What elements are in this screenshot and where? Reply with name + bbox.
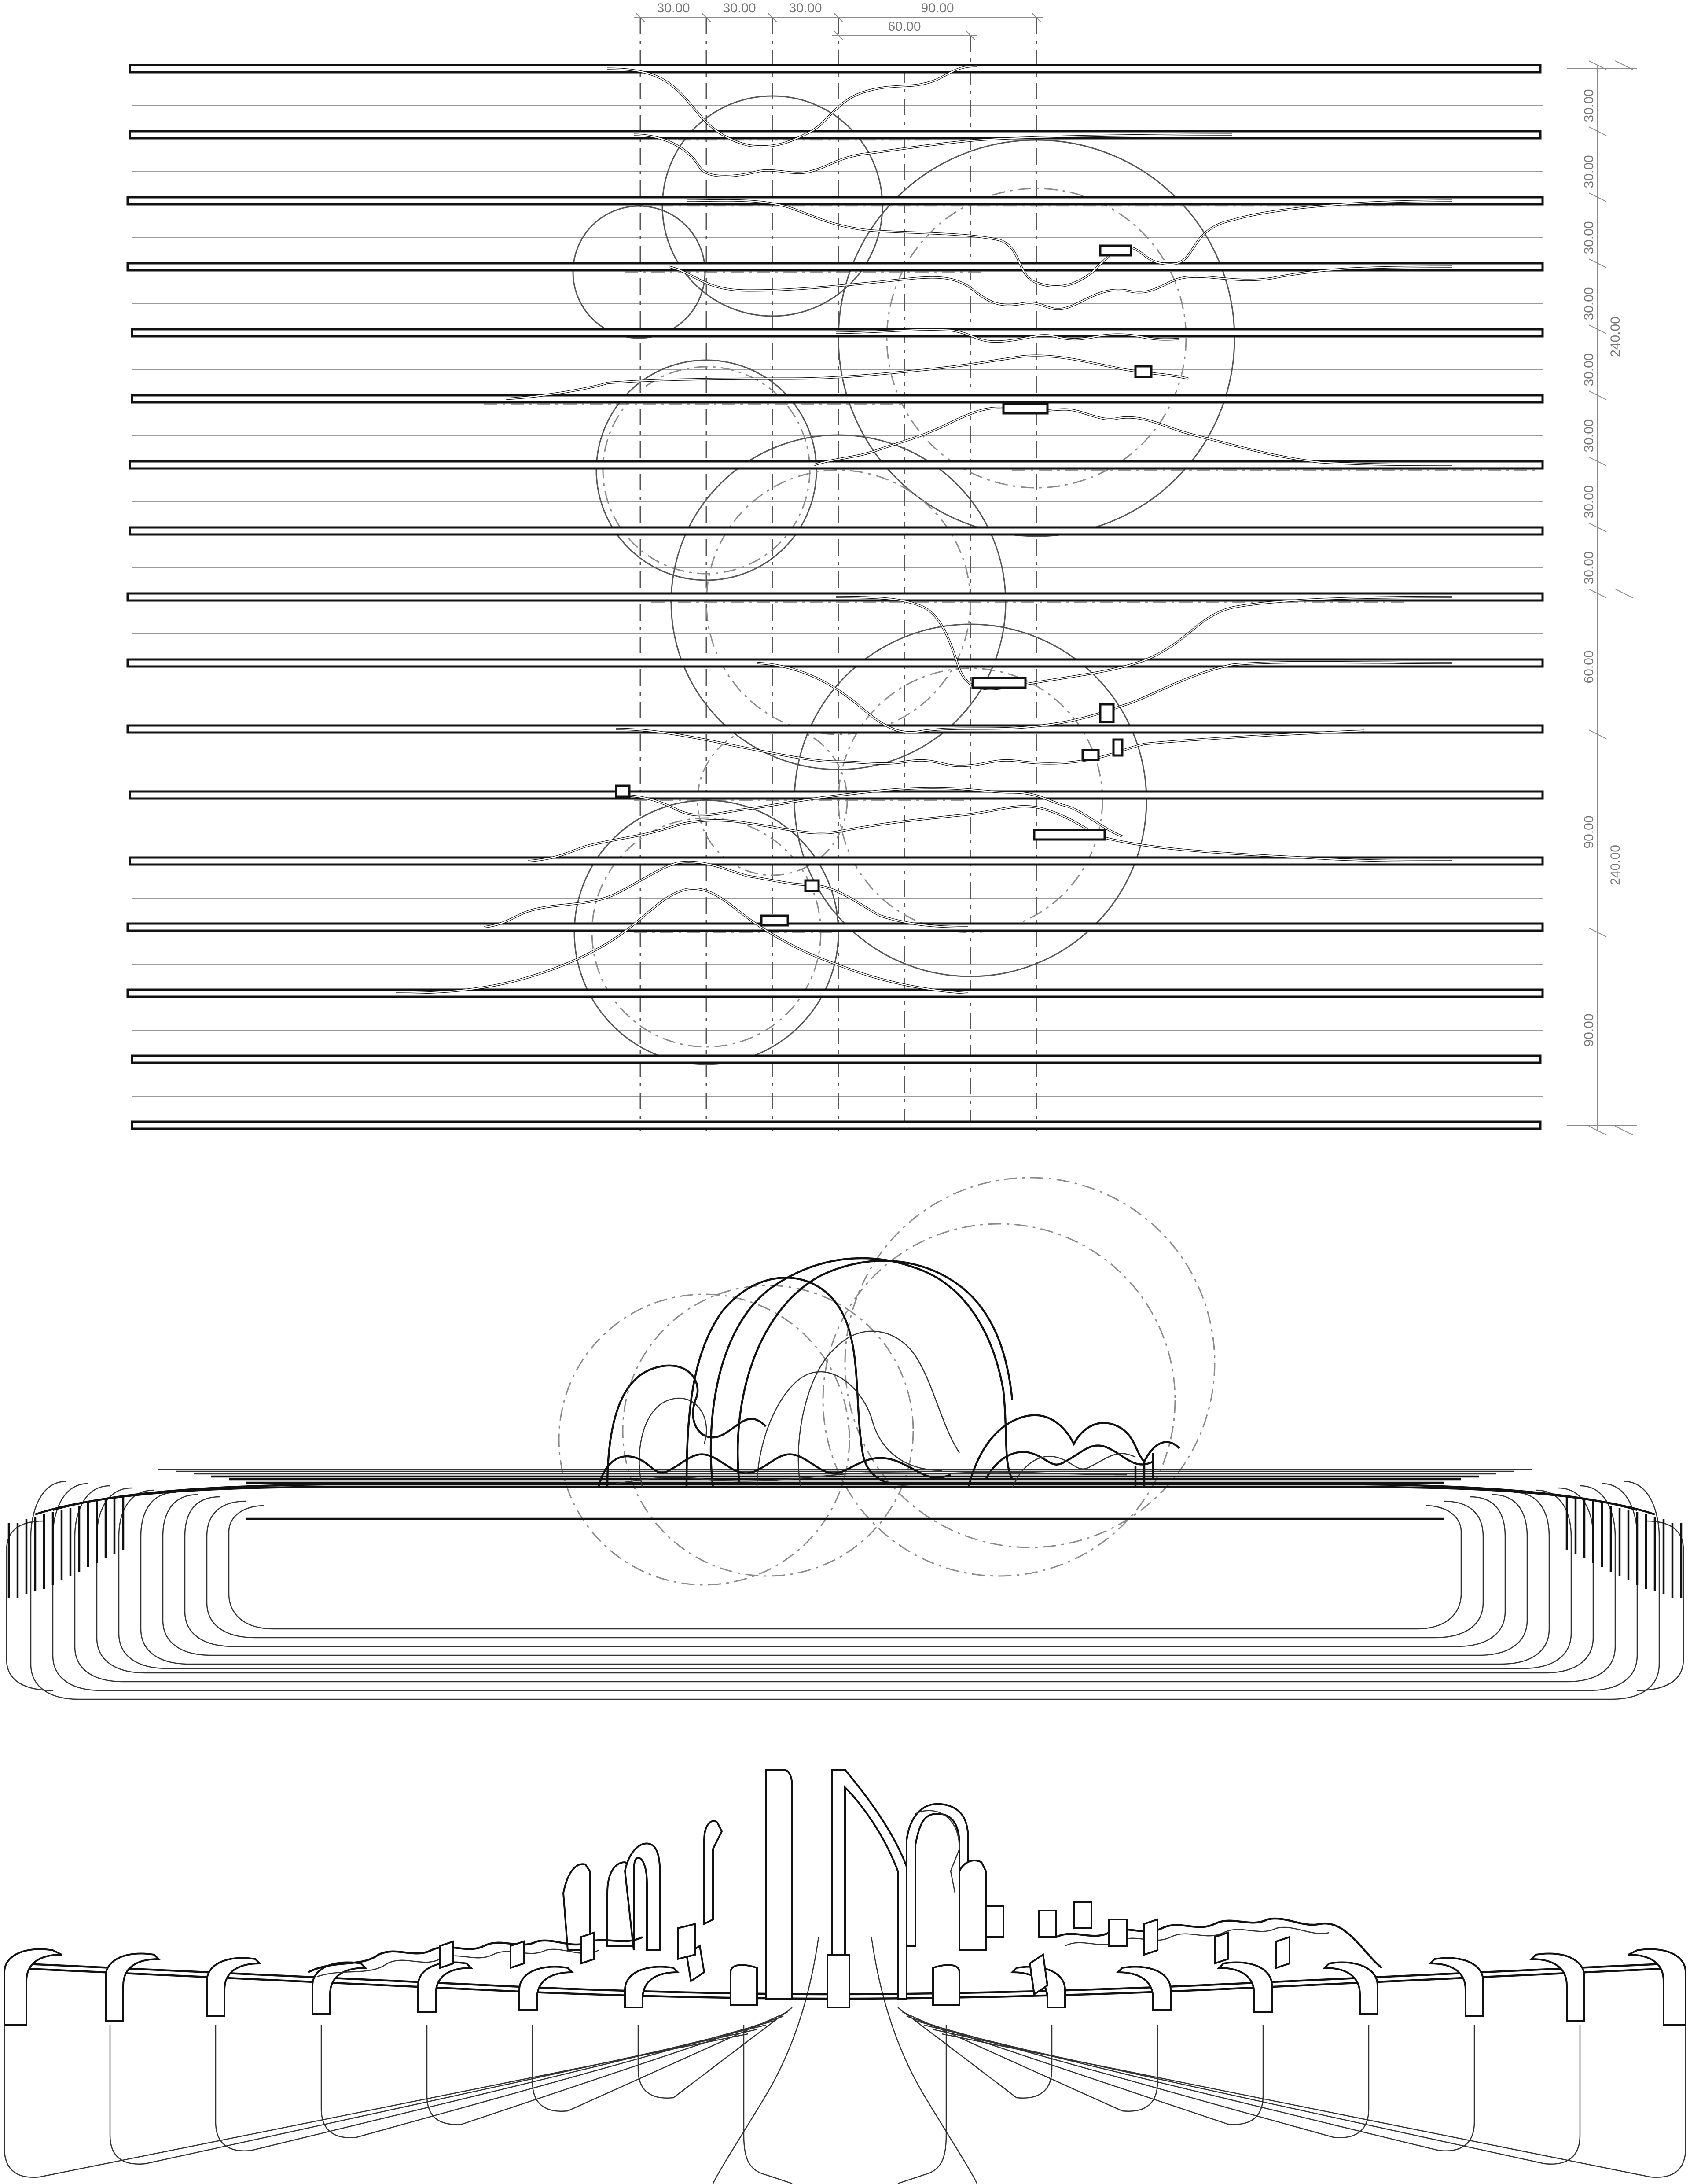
side-total-1: 240.00	[1608, 317, 1623, 357]
top-dimension-1: 30.00	[657, 1, 690, 15]
elevation-legs	[9, 1495, 1681, 1598]
front-elevation	[7, 1178, 1683, 1699]
side-dimension-6: 30.00	[1582, 419, 1596, 453]
side-dimension-2: 30.00	[1582, 155, 1596, 188]
plan-view	[128, 1, 1637, 1135]
elevation-deck	[35, 1470, 1655, 1519]
top-dimension-2: 30.00	[723, 1, 756, 15]
top-dimension-5: 60.00	[888, 19, 921, 34]
elevation-sculpture	[599, 1258, 1179, 1488]
side-dimension-9: 60.00	[1582, 650, 1596, 684]
elevation-circles	[559, 1178, 1215, 1585]
side-total-2: 240.00	[1608, 845, 1623, 885]
side-elevation	[4, 1770, 1686, 2184]
side-dimension-8: 30.00	[1582, 551, 1596, 585]
side-dimension-10: 90.00	[1582, 815, 1596, 849]
side-dimension-1: 30.00	[1582, 89, 1596, 122]
elevation-base-loops	[7, 1481, 1683, 1699]
side-dimension-11: 90.00	[1582, 1013, 1596, 1047]
side-dimension-4: 30.00	[1582, 287, 1596, 320]
side-elevation-fins	[563, 1770, 986, 2007]
side-dimension-3: 30.00	[1582, 221, 1596, 254]
side-dimensions	[1567, 61, 1637, 1135]
side-dimension-labels	[1582, 89, 1623, 1046]
side-dimension-5: 30.00	[1582, 353, 1596, 387]
top-dimension-3: 30.00	[789, 1, 822, 15]
side-dimension-7: 30.00	[1582, 485, 1596, 519]
top-dimension-4: 90.00	[921, 1, 954, 15]
